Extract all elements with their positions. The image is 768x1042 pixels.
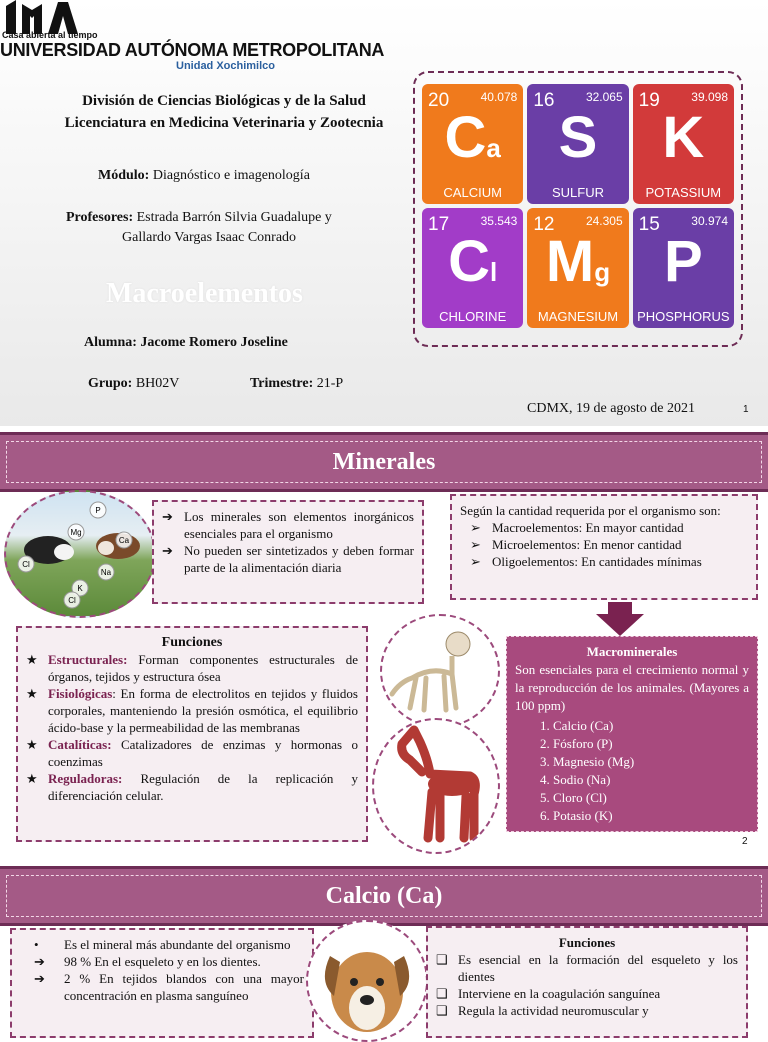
element-piece-potassium [633, 84, 734, 204]
macromineral-item: 6. Potasio (K) [553, 807, 749, 825]
element-symbol [527, 104, 628, 171]
element-piece-sulfur [527, 84, 628, 204]
funcion-label: Reguladoras: [48, 771, 123, 786]
element-symbol-main: K [662, 105, 705, 170]
cantidad-item-text: Microelementos: En menor cantidad [492, 537, 682, 552]
ion-bubble [68, 524, 84, 540]
cantidad-list [470, 519, 748, 570]
macromineral-item: 1. Calcio (Ca) [553, 717, 749, 735]
star-icon: ★ [26, 771, 38, 786]
element-symbol [633, 228, 734, 295]
funcion-label: Estructurales: [48, 652, 128, 667]
calcio-funciones-box [426, 926, 748, 1038]
element-number: 15 [638, 214, 660, 235]
fecha: CDMX, 19 de agosto de 2021 [527, 401, 695, 416]
university-name: UNIVERSIDAD AUTÓNOMA METROPOLITANA [0, 40, 385, 60]
calcio-banner [0, 866, 768, 926]
funcion-text: Forman componentes estructurales de órganos, tejidos y estructura ósea [48, 652, 358, 684]
ion-bubble [18, 556, 34, 572]
element-name: MAGNESIUM [537, 309, 619, 324]
minerales-slide [0, 426, 768, 858]
element-name: CHLORINE [439, 309, 507, 324]
intro-item [162, 508, 414, 542]
calcio-info-list [20, 936, 304, 1004]
element-symbol-main: C [448, 229, 490, 294]
horse-anatomy-illustration [374, 720, 498, 852]
calcio-info-item [20, 970, 304, 1004]
dog-skeleton-illustration [382, 616, 498, 726]
bullet-icon: ❑ [436, 952, 448, 967]
bullet-icon: ➢ [470, 520, 481, 535]
calcio-funciones-list [436, 951, 738, 1019]
calcio-info-item [20, 953, 304, 970]
element-name: PHOSPHORUS [637, 309, 730, 324]
funcion-item [26, 651, 358, 685]
macrominerales-text: Son esenciales para el crecimiento normal y la reproducción de los animales. (Mayores a 100 ppm) [515, 662, 749, 713]
element-symbol-main: M [545, 229, 595, 294]
ion-label: P [95, 506, 101, 515]
calcio-funcion-item-text: Es esencial en la formación del esqueleto y los dientes [458, 952, 738, 984]
calcio-info-box [10, 928, 314, 1038]
star-icon: ★ [26, 652, 38, 667]
alumna-label: Alumna: [84, 335, 137, 350]
intro-item-text: No pueden ser sintetizados y deben formar parte de la alimentación diaria [184, 543, 414, 575]
down-arrow-icon [596, 602, 644, 636]
dog-illustration [308, 922, 426, 1040]
calcio-info-text: 98 % En el esqueleto y en los dientes. [64, 954, 261, 969]
intro-item [162, 542, 414, 576]
cantidad-item [470, 519, 748, 536]
macrominerales-list [515, 717, 749, 825]
grupo-line [88, 376, 179, 392]
element-piece-magnesium [527, 208, 628, 328]
modulo-line [98, 168, 310, 184]
calcio-funcion-item [436, 951, 738, 985]
bullet-icon: ➔ [34, 971, 45, 986]
funcion-item [26, 770, 358, 804]
ion-label: Ca [118, 536, 130, 545]
element-weight: 39.098 [691, 90, 728, 104]
profesores-value: Estrada Barrón Silvia Guadalupe y [136, 210, 332, 225]
bullet-icon: ➢ [470, 537, 481, 552]
grupo-label: Grupo: [88, 376, 133, 391]
element-weight: 40.078 [480, 90, 518, 104]
element-weight: 24.305 [585, 214, 623, 228]
modulo-value: Diagnóstico e imagenología [152, 168, 310, 183]
element-weight: 32.065 [585, 90, 623, 104]
element-symbol-main: S [558, 105, 598, 170]
element-symbol-sub: l [489, 257, 498, 287]
element-symbol-main: C [444, 105, 487, 170]
element-weight: 30.974 [691, 214, 728, 228]
ion-bubble [98, 564, 114, 580]
ion-label: Mg [70, 528, 82, 537]
trimestre-label: Trimestre: [250, 376, 314, 391]
calcio-info-text: Es el mineral más abundante del organismo [64, 937, 291, 952]
bullet-icon: ➔ [162, 543, 173, 558]
element-number: 16 [533, 90, 555, 111]
funcion-item [26, 736, 358, 770]
calcio-funcion-item-text: Regula la actividad neuromuscular y [458, 1003, 649, 1018]
element-number: 12 [533, 214, 555, 235]
bullet-icon: ➔ [162, 509, 173, 524]
element-piece-phosphorus [633, 208, 734, 328]
star-icon: ★ [26, 737, 38, 752]
calcio-info-item [20, 936, 304, 953]
cantidad-item-text: Oligoelementos: En cantidades mínimas [492, 554, 702, 569]
profesores-label: Profesores: [66, 210, 134, 225]
trimestre-line [250, 376, 343, 392]
bullet-icon: ❑ [436, 1003, 448, 1018]
element-symbol [422, 104, 523, 171]
bullet-icon: • [34, 937, 39, 952]
cantidad-item [470, 536, 748, 553]
page-number: 2 [742, 836, 748, 847]
element-number: 19 [638, 90, 660, 111]
element-symbol [527, 228, 628, 295]
cantidad-box [450, 494, 758, 600]
funcion-text: Regulación de la replicación y diferenciación celular. [48, 771, 358, 803]
minerales-intro-box [152, 500, 424, 604]
calcio-funcion-item [436, 1002, 738, 1019]
minerales-intro-list [162, 508, 414, 576]
element-symbol-main: P [663, 229, 703, 294]
title-slide [0, 0, 768, 426]
element-puzzle [410, 66, 746, 350]
minerales-banner [0, 432, 768, 492]
ion-bubble [90, 502, 106, 518]
cantidad-item-text: Macroelementos: En mayor cantidad [492, 520, 684, 535]
element-symbol [422, 228, 523, 295]
macrominerales-title: Macrominerales [586, 644, 678, 659]
uam-logo-icon [4, 0, 84, 34]
division-heading: División de Ciencias Biológicas y de la Salud Licenciatura en Medicina Veterinaria y Zootecnia [64, 93, 384, 131]
cantidad-intro: Según la cantidad requerida por el organismo son: [460, 503, 721, 518]
ion-label: Cl [22, 560, 30, 569]
calcio-funciones-title: Funciones [558, 935, 616, 950]
element-name: SULFUR [551, 185, 604, 200]
element-weight: 35.543 [480, 214, 518, 228]
funcion-label: Fisiológicas [48, 686, 113, 701]
horse-anatomy-photo [372, 718, 500, 854]
intro-item-text: Los minerales son elementos inorgánicos esenciales para el organismo [184, 509, 414, 541]
calcio-slide [0, 858, 768, 1024]
macromineral-item: 4. Sodio (Na) [553, 771, 749, 789]
calcio-info-text: 2 % En tejidos blandos con una mayor concentración en plasma sanguíneo [64, 971, 304, 1003]
element-grid [420, 82, 736, 330]
element-piece-calcium [422, 84, 523, 204]
element-number: 20 [428, 90, 450, 111]
funcion-text: Catalizadores de enzimas y hormonas o coenzimas [48, 737, 358, 769]
modulo-label: Módulo: [98, 168, 150, 183]
element-symbol-sub: a [486, 133, 501, 163]
element-piece-chlorine [422, 208, 523, 328]
calcio-funcion-item [436, 985, 738, 1002]
alumna-value: Jacome Romero Joseline [140, 335, 288, 350]
funcion-item [26, 685, 358, 736]
ion-label: Na [100, 568, 112, 577]
dog-skeleton-photo [380, 614, 500, 728]
profesores-line [66, 210, 332, 226]
macromineral-item: 3. Magnesio (Mg) [553, 753, 749, 771]
profesores-line-2: Gallardo Vargas Isaac Conrado [122, 230, 297, 245]
bullet-icon: ➔ [34, 954, 45, 969]
bullet-icon: ➢ [470, 554, 481, 569]
element-symbol-sub: g [594, 257, 611, 287]
cantidad-item [470, 553, 748, 570]
bullet-icon: ❑ [436, 986, 448, 1001]
element-name: POTASSIUM [645, 185, 722, 200]
ion-bubble [64, 592, 80, 608]
ion-label: Cl [68, 596, 76, 605]
funcion-label: Catalíticas: [48, 737, 112, 752]
calcio-title: Calcio (Ca) [6, 875, 762, 917]
funciones-box [16, 626, 368, 842]
grupo-value: BH02V [135, 376, 180, 391]
element-symbol [633, 104, 734, 171]
trimestre-value: 21-P [316, 376, 344, 391]
calcio-funcion-item-text: Interviene en la coagulación sanguínea [458, 986, 661, 1001]
page-number: 1 [743, 404, 749, 415]
macromineral-item: 5. Cloro (Cl) [553, 789, 749, 807]
logo-tagline: Casa abierta al tiempo [2, 30, 98, 40]
macromineral-item: 2. Fósforo (P) [553, 735, 749, 753]
element-number: 17 [428, 214, 450, 235]
cows-photo [4, 490, 156, 618]
star-icon: ★ [26, 686, 38, 701]
university-unit: Unidad Xochimilco [176, 60, 276, 72]
element-name: CALCIUM [443, 185, 502, 200]
alumna-line [84, 335, 288, 351]
cows-illustration [6, 492, 154, 616]
ion-bubble [116, 532, 132, 548]
slide-title: Macroelementos [106, 278, 303, 309]
ion-label: K [77, 584, 83, 593]
funciones-list [26, 651, 358, 804]
macrominerales-box [506, 636, 758, 832]
funcion-text: : En forma de electrolitos en tejidos y fluidos corporales, manteniendo la presión osmótica, el equilibrio ácido-base y la permeabilidad de las membranas [48, 686, 358, 735]
funciones-title: Funciones [161, 635, 223, 650]
minerales-title: Minerales [6, 441, 762, 483]
